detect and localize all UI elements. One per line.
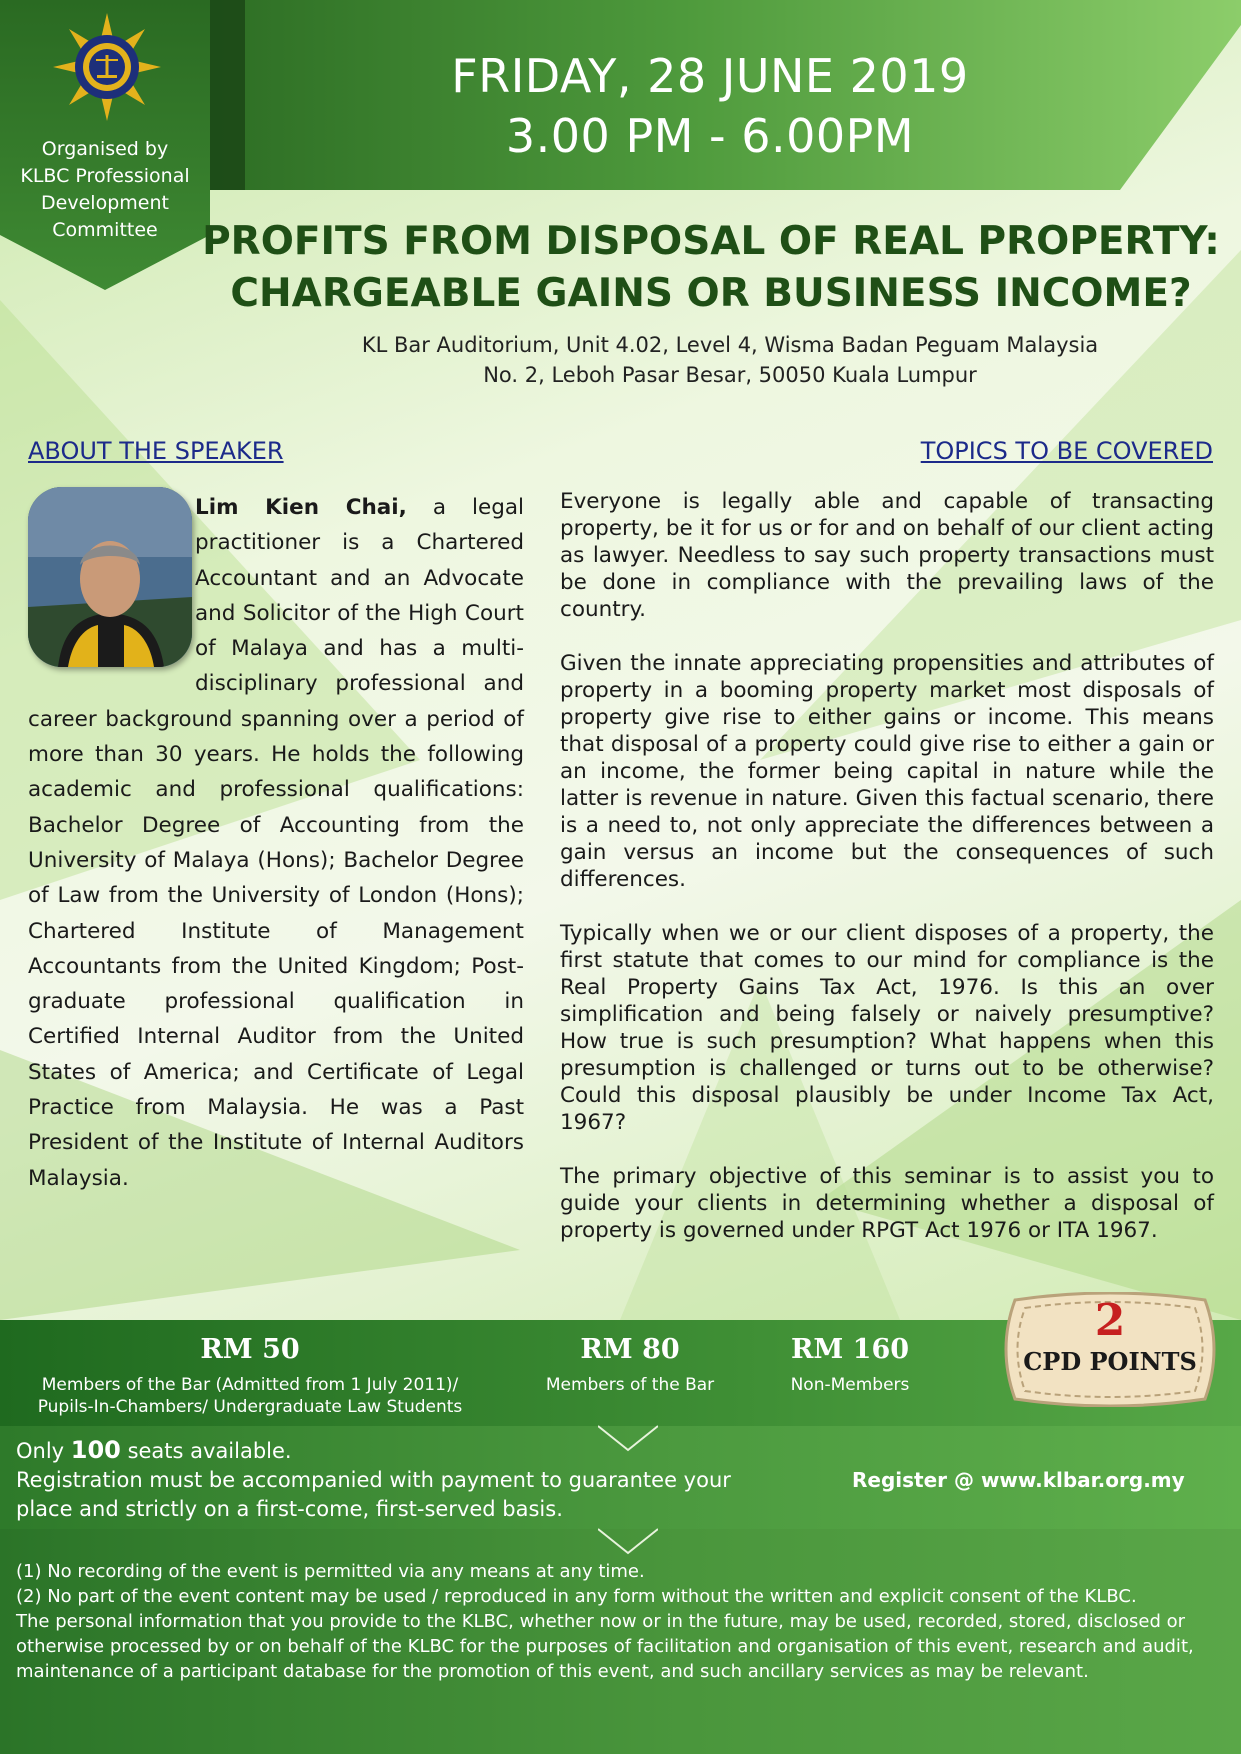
register-link[interactable]: Register @ www.klbar.org.my bbox=[852, 1468, 1185, 1492]
venue-line: KL Bar Auditorium, Unit 4.02, Level 4, Wisma Badan Peguam Malaysia bbox=[361, 333, 1099, 357]
organiser-text bbox=[10, 136, 200, 244]
registration-line: place and strictly on a first-come, first-served basis. bbox=[16, 1497, 563, 1521]
topics-paragraph: Given the innate appreciating propensities and attributes of property in a booming property market most disposals of property give rise to either gains or income. This means that disposal of a property could give rise to either a gain or an income, the former being capital in nature while the latter is revenue in nature. Given this factual scenario, there is a need to, not only appreciate the differences between a gain versus an income but the consequences of such differences. bbox=[560, 651, 1214, 892]
title-line: CHARGEABLE GAINS OR BUSINESS INCOME? bbox=[230, 271, 1192, 316]
seats-info bbox=[16, 1436, 816, 1524]
fee-description: Members of the Bar bbox=[545, 1375, 715, 1395]
speaker-bio bbox=[28, 490, 524, 1196]
speaker-name: Lim Kien Chai, bbox=[195, 495, 407, 520]
fee-description: Non-Members bbox=[790, 1375, 910, 1395]
speaker-bio-text: a legal practitioner is a Chartered Accountant and an Advocate and Solicitor of the High Court of Malaya and has a multi-disciplinary professional and career background spanning over a period of more than 30 years. He holds the following academic and professional qualifications: Bachelor Degree of Accounting from the University of Malaya (Hons); Bachelor Degree of Law from the University of London (Hons); Chartered Institute of Management Accountants from the United Kingdom; Post-graduate professional qualification in Certified Internal Auditor from the United States of America; and Certificate of Legal Practice from Malaysia. He was a Past President of the Institute of Internal Auditors Malaysia. bbox=[28, 495, 524, 1191]
fee-rm50 bbox=[0, 1332, 500, 1418]
notice-item: The personal information that you provide to the KLBC, whether now or in the future, may be used, recorded, stored, disclosed or otherwise processed by or on behalf of the KLBC for the purposes of facilitation and organisation of this event, research and audit, maintenance of a participant database for the promotion of this event, and such ancillary services as may be relevant. bbox=[16, 1611, 1194, 1682]
organiser-line: Organised by bbox=[41, 138, 169, 160]
event-date: FRIDAY, 28 JUNE 2019 bbox=[451, 49, 969, 103]
fee-amount: RM 80 bbox=[580, 1334, 680, 1365]
bar-malaysia-logo bbox=[52, 12, 162, 122]
fee-description bbox=[0, 1374, 500, 1418]
event-datetime bbox=[340, 46, 1080, 166]
cpd-points-number: 2 bbox=[1094, 1295, 1126, 1346]
event-title bbox=[196, 216, 1226, 320]
notice-item: (1) No recording of the event is permitted via any means at any time. bbox=[16, 1561, 645, 1582]
photo-spacer bbox=[28, 490, 195, 680]
fee-rm80 bbox=[520, 1332, 740, 1396]
registration-line: Registration must be accompanied with payment to guarantee your bbox=[16, 1468, 731, 1492]
topics-content bbox=[560, 488, 1214, 1271]
title-line: PROFITS FROM DISPOSAL OF REAL PROPERTY: bbox=[202, 219, 1220, 264]
topics-paragraph: Everyone is legally able and capable of transacting property, be it for us or for and on behalf of our client acting as lawyer. Needless to say such property transactions must be done in compliance with the prevailing laws of the country. bbox=[560, 489, 1214, 622]
about-speaker-heading: ABOUT THE SPEAKER bbox=[28, 437, 284, 465]
organiser-line: Development bbox=[41, 192, 169, 214]
fee-desc-line: Members of the Bar (Admitted from 1 July 2011)/ bbox=[41, 1375, 459, 1395]
event-notices bbox=[16, 1559, 1224, 1684]
organiser-line: Committee bbox=[52, 219, 158, 241]
cpd-points-label: CPD POINTS bbox=[1023, 1347, 1197, 1376]
seats-suffix: seats available. bbox=[120, 1439, 292, 1463]
seats-line bbox=[16, 1436, 816, 1466]
fee-desc-line: Pupils-In-Chambers/ Undergraduate Law Students bbox=[37, 1397, 463, 1417]
divider-chevron bbox=[598, 1527, 658, 1557]
venue-line: No. 2, Leboh Pasar Besar, 50050 Kuala Lumpur bbox=[483, 363, 977, 387]
topics-paragraph: Typically when we or our client disposes of a property, the first statute that comes to our mind for compliance is the Real Property Gains Tax Act, 1976. Is this an over simplification and being falsely or naively presumptive? How true is such presumption? What happens when this presumption is challenged or turns out to be otherwise? Could this disposal plausibly be under Income Tax Act, 1967? bbox=[560, 921, 1214, 1135]
fee-rm160 bbox=[760, 1332, 940, 1396]
organiser-line: KLBC Professional bbox=[20, 165, 190, 187]
topics-heading: TOPICS TO BE COVERED bbox=[920, 437, 1213, 465]
notice-item: (2) No part of the event content may be used / reproduced in any form without the written and explicit consent of the KLBC. bbox=[16, 1586, 1137, 1607]
topics-paragraph: The primary objective of this seminar is to assist you to guide your clients in determining whether a disposal of property is governed under RPGT Act 1976 or ITA 1967. bbox=[560, 1164, 1214, 1243]
fee-amount: RM 50 bbox=[200, 1334, 300, 1365]
venue-address bbox=[240, 330, 1220, 390]
seats-prefix: Only bbox=[16, 1439, 71, 1463]
event-time: 3.00 PM - 6.00PM bbox=[505, 109, 915, 163]
fee-amount: RM 160 bbox=[790, 1334, 910, 1365]
seats-count: 100 bbox=[70, 1436, 121, 1464]
